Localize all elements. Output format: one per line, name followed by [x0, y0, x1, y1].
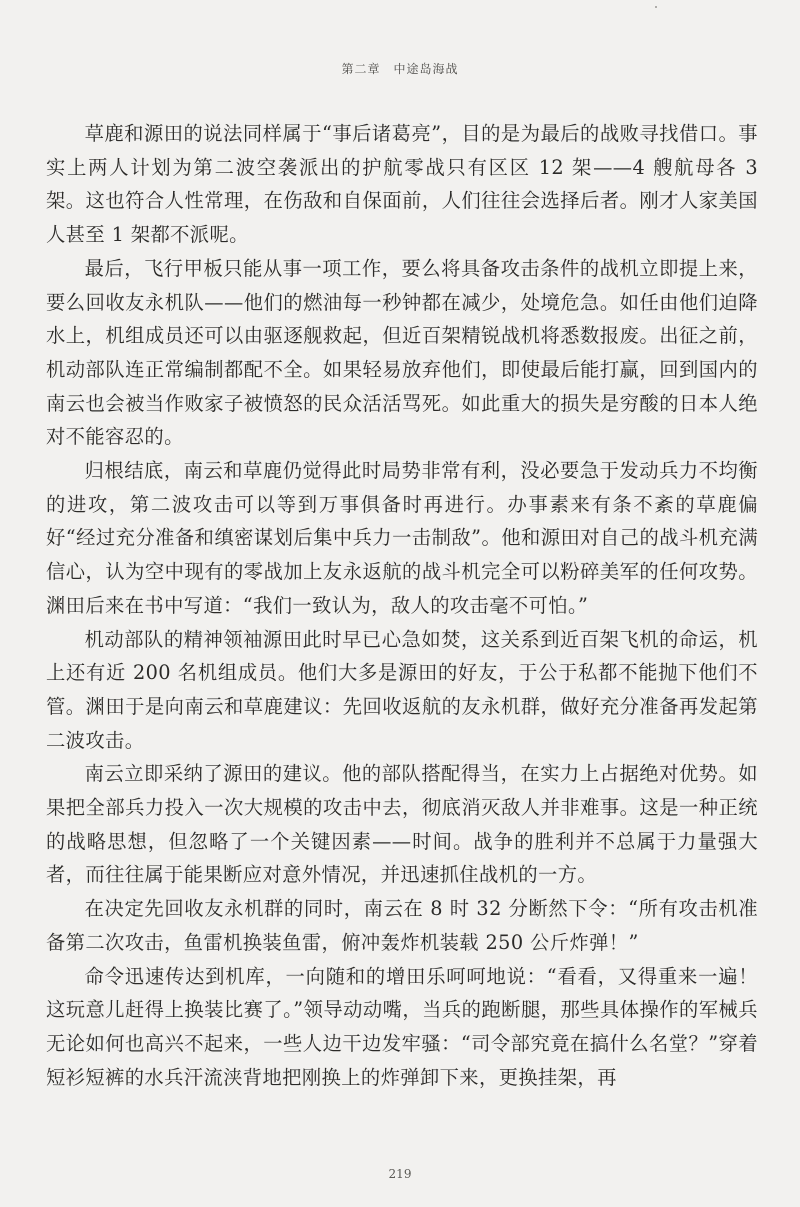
paragraph: 命令迅速传达到机库，一向随和的增田乐呵呵地说：“看看，又得重来一遍！这玩意儿赶得上换装比赛了。”领导动动嘴，当兵的跑断腿，那些具体操作的军械兵无论如何也高兴不起来，一些人边干边发牢骚：“司令部究竟在搞什么名堂？”穿着短衫短裤的水兵汗流浃背地把刚换上的炸弹卸下来，更换挂架，再 — [46, 964, 758, 1089]
running-header — [0, 60, 800, 77]
paragraph: 机动部队的精神领袖源田此时早已心急如焚，这关系到近百架飞机的命运，机上还有近 200 名机组成员。他们大多是源田的好友，于公于私都不能抛下他们不管。渊田于是向南云和草鹿建议：先回收返航的友永机群，做好充分准备再发起第二波攻击。 — [46, 627, 758, 752]
paragraph: 在决定先回收友永机群的同时，南云在 8 时 32 分断然下令：“所有攻击机准备第二次攻击，鱼雷机换装鱼雷，俯冲轰炸机装载 250 公斤炸弹！” — [46, 897, 758, 954]
paragraph: 最后，飞行甲板只能从事一项工作，要么将具备攻击条件的战机立即提上来，要么回收友永机队——他们的燃油每一秒钟都在减少，处境危急。如任由他们迫降水上，机组成员还可以由驱逐舰救起，但近百架精锐战机将悉数报废。出征之前，机动部队连正常编制都配不全。如果轻易放弃他们，即使最后能打赢，回到国内的南云也会被当作败家子被愤怒的民众活活骂死。如此重大的损失是穷酸的日本人绝对不能容忍的。 — [46, 256, 758, 449]
scan-speck — [655, 6, 657, 8]
page-number: 219 — [388, 1167, 412, 1181]
paragraph: 草鹿和源田的说法同样属于“事后诸葛亮”，目的是为最后的战败寻找借口。事实上两人计划为第二波空袭派出的护航零战只有区区 12 架——4 艘航母各 3 架。这也符合人性常理，在伤敌和自保面前，人们往往会选择后者。刚才人家美国人甚至 1 架都不派呢。 — [46, 122, 758, 247]
paragraph: 南云立即采纳了源田的建议。他的部队搭配得当，在实力上占据绝对优势。如果把全部兵力投入一次大规模的攻击中去，彻底消灭敌人并非难事。这是一种正统的战略思想，但忽略了一个关键因素——时间。战争的胜利并不总属于力量强大者，而往往属于能果断应对意外情况，并迅速抓住战机的一方。 — [46, 762, 758, 887]
paragraph: 归根结底，南云和草鹿仍觉得此时局势非常有利，没必要急于发动兵力不均衡的进攻，第二波攻击可以等到万事俱备时再进行。办事素来有条不紊的草鹿偏好“经过充分准备和缜密谋划后集中兵力一击制敌”。他和源田对自己的战斗机充满信心，认为空中现有的零战加上友永返航的战斗机完全可以粉碎美军的任何攻势。渊田后来在书中写道：“我们一致认为，敌人的攻击毫不可怕。” — [46, 459, 758, 617]
body-text — [46, 117, 758, 1094]
chapter-label: 第二章 — [341, 62, 381, 76]
chapter-title: 中途岛海战 — [393, 62, 459, 76]
